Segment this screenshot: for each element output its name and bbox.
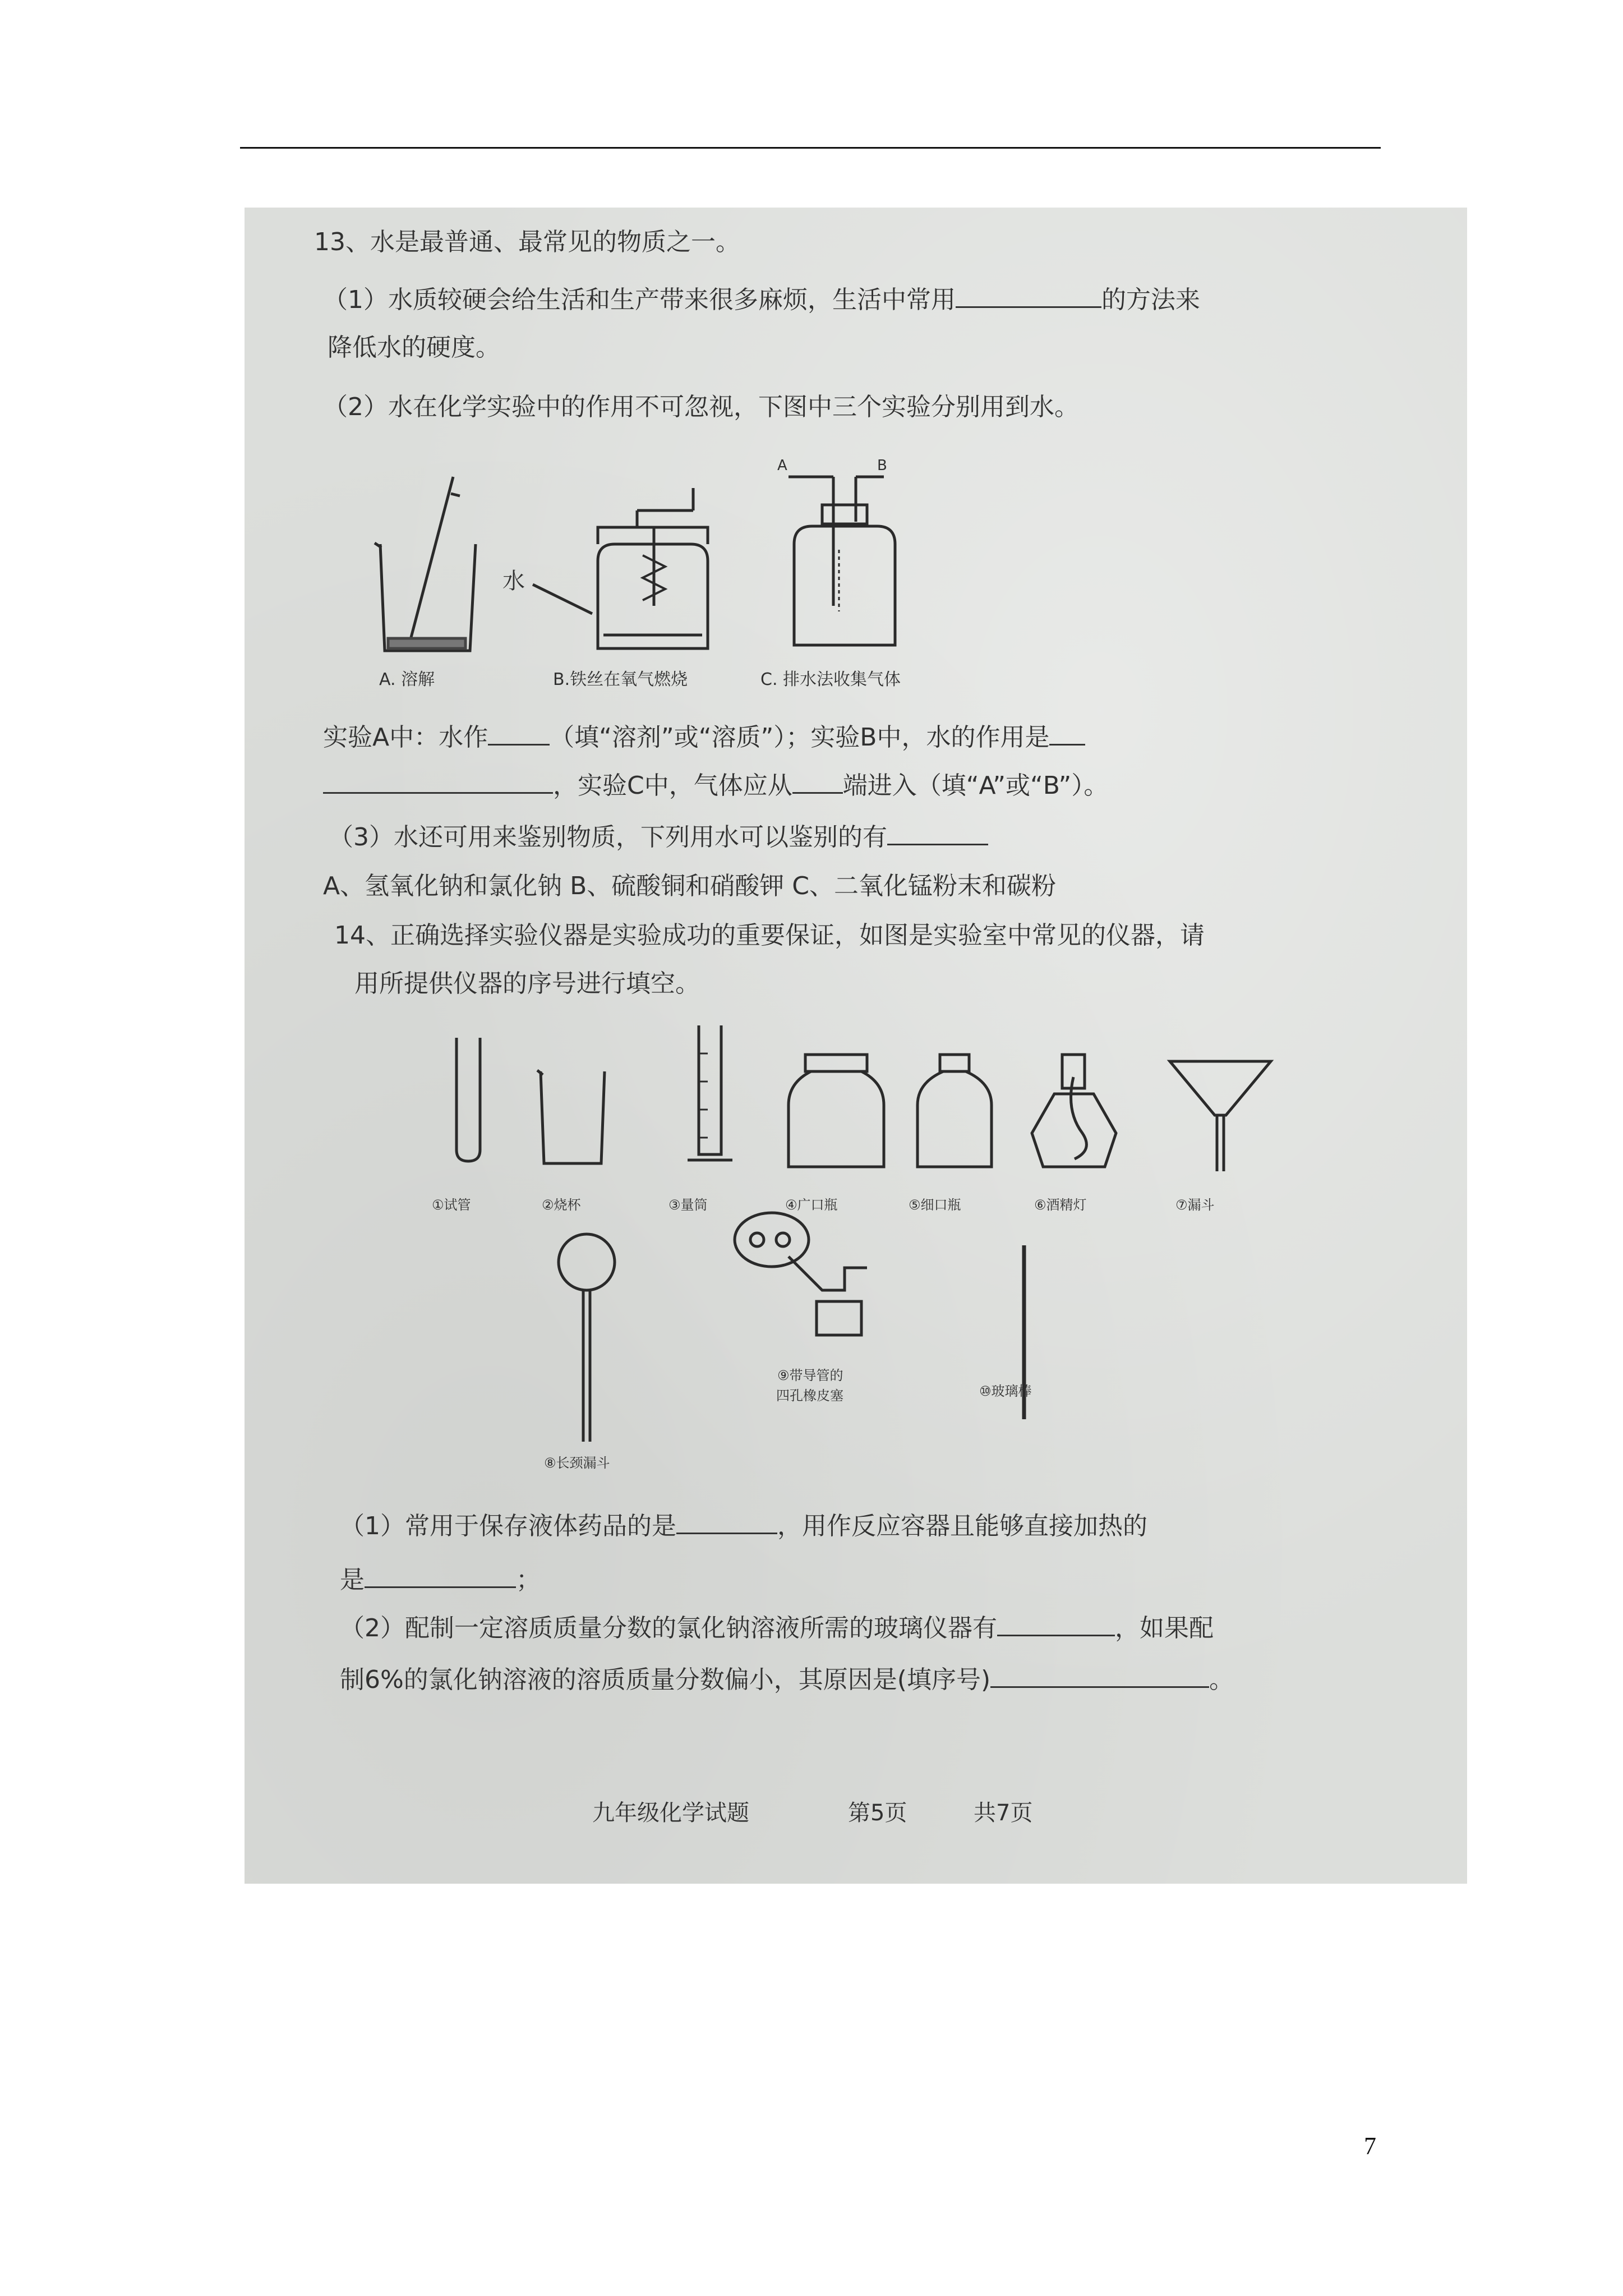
wide-mouth-bottle-figure bbox=[783, 1049, 889, 1178]
q13-experiment-line2 bbox=[323, 770, 1108, 800]
alcohol-lamp-figure bbox=[1021, 1049, 1127, 1178]
long-neck-funnel-figure bbox=[551, 1228, 624, 1447]
q13-line1-text-b: （填“溶剂”或“溶质”）；实验B中，水的作用是 bbox=[550, 723, 1050, 752]
q14-title-cont: 用所提供仪器的序号进行填空。 bbox=[354, 969, 700, 998]
label-alcohol-lamp: ⑥酒精灯 bbox=[1034, 1197, 1087, 1213]
glass-rod-figure bbox=[1007, 1240, 1041, 1430]
q14-part2-text-c: 制6%的氯化钠溶液的溶质质量分数偏小，其原因是(填序号) bbox=[340, 1665, 991, 1694]
q14-part1-text-c: 是 bbox=[340, 1566, 365, 1594]
q14-part1-text-d: ； bbox=[516, 1566, 541, 1594]
q13-blank-softening[interactable] bbox=[956, 284, 1101, 308]
fig-label-water: 水 bbox=[502, 568, 525, 594]
q13-line1-text-a: 实验A中：水作 bbox=[323, 723, 488, 752]
q13-line2-text-a: ，实验C中，气体应从 bbox=[553, 771, 792, 800]
q14-part1-line bbox=[340, 1510, 1147, 1541]
fig-port-b: B bbox=[877, 457, 887, 474]
label-beaker: ②烧杯 bbox=[542, 1197, 581, 1213]
beaker-stirring-figure bbox=[369, 471, 492, 656]
q14-blank-liquid-storage[interactable] bbox=[676, 1510, 777, 1534]
q13-blank-solvent[interactable] bbox=[488, 721, 550, 746]
q13-part1-text-c: 降低水的硬度。 bbox=[328, 333, 500, 362]
q14-part2-text-b: ，如果配 bbox=[1115, 1614, 1214, 1642]
q13-blank-water-role[interactable] bbox=[1049, 721, 1085, 746]
q13-title: 13、水是最普通、最常见的物质之一。 bbox=[314, 228, 740, 256]
q14-part1-text-a: （1）常用于保存液体药品的是 bbox=[340, 1512, 676, 1540]
footer-page: 第5页 bbox=[848, 1800, 907, 1826]
q14-part2-text-a: （2）配制一定溶质质量分数的氯化钠溶液所需的玻璃仪器有 bbox=[340, 1614, 997, 1642]
q13-part3-line bbox=[329, 821, 988, 852]
measuring-cylinder-figure bbox=[682, 1020, 738, 1177]
q13-part1-line bbox=[323, 284, 1200, 315]
rubber-stopper-with-tube-figure bbox=[727, 1206, 895, 1386]
label-narrow-mouth-bottle: ⑤细口瓶 bbox=[909, 1197, 961, 1213]
q13-part3-text: （3）水还可用来鉴别物质，下列用水可以鉴别的有 bbox=[329, 823, 887, 852]
water-pointer-line bbox=[531, 573, 598, 618]
q13-blank-gas-port[interactable] bbox=[792, 770, 843, 794]
q13-part1-text-a: （1）水质较硬会给生活和生产带来很多麻烦，生活中常用 bbox=[323, 286, 956, 314]
q14-blank-reason[interactable] bbox=[990, 1664, 1209, 1688]
label-stopper-line1: ⑨带导管的 bbox=[777, 1368, 843, 1383]
fig-port-a: A bbox=[777, 457, 787, 474]
caption-b-iron-burning: B.铁丝在氧气燃烧 bbox=[553, 670, 688, 689]
footer-total: 共7页 bbox=[974, 1800, 1033, 1826]
q14-part2-line2 bbox=[340, 1664, 1234, 1695]
label-funnel: ⑦漏斗 bbox=[1175, 1197, 1215, 1213]
caption-a-dissolving: A. 溶解 bbox=[379, 670, 435, 689]
q13-blank-water-role-cont[interactable] bbox=[323, 770, 553, 794]
footer-subject: 九年级化学试题 bbox=[592, 1800, 749, 1826]
label-test-tube: ①试管 bbox=[432, 1197, 471, 1213]
q13-options: A、氢氧化钠和氯化钠 B、硫酸铜和硝酸钾 C、二氧化锰粉末和碳粉 bbox=[323, 872, 1056, 900]
label-measuring-cylinder: ③量筒 bbox=[668, 1197, 708, 1213]
label-glass-rod: ⑩玻璃棒 bbox=[979, 1383, 1032, 1399]
caption-c-gas-collection: C. 排水法收集气体 bbox=[760, 670, 901, 689]
q14-part1-text-b: ，用作反应容器且能够直接加热的 bbox=[777, 1512, 1147, 1540]
scanned-exam-page bbox=[245, 208, 1467, 1884]
page-number: 7 bbox=[1364, 2132, 1376, 2160]
narrow-mouth-bottle-figure bbox=[910, 1049, 999, 1178]
q14-blank-direct-heating[interactable] bbox=[365, 1564, 516, 1588]
q14-title: 14、正确选择实验仪器是实验成功的重要保证，如图是实验室中常见的仪器，请 bbox=[334, 921, 1205, 950]
q13-line2-text-b: 端进入（填“A”或“B”）。 bbox=[842, 771, 1109, 800]
q14-part1-line2 bbox=[340, 1564, 541, 1595]
q13-experiment-line1 bbox=[323, 721, 1085, 752]
gas-collection-bottle-figure bbox=[772, 460, 906, 656]
q14-part2-text-d: 。 bbox=[1209, 1665, 1234, 1694]
label-long-neck-funnel: ⑧长颈漏斗 bbox=[544, 1455, 610, 1471]
q13-part1-text-b: 的方法来 bbox=[1101, 286, 1200, 314]
q13-blank-identify[interactable] bbox=[887, 821, 988, 845]
q14-blank-glassware[interactable] bbox=[997, 1612, 1115, 1636]
label-stopper-line2: 四孔橡皮塞 bbox=[776, 1388, 843, 1404]
q13-part2-text: （2）水在化学实验中的作用不可忽视，下图中三个实验分别用到水。 bbox=[323, 393, 1079, 421]
beaker-figure bbox=[536, 1066, 609, 1172]
header-rule bbox=[240, 147, 1381, 149]
q14-part2-line bbox=[340, 1612, 1214, 1643]
funnel-figure bbox=[1164, 1053, 1276, 1182]
iron-burning-bottle-figure bbox=[581, 471, 727, 656]
test-tube-figure bbox=[449, 1032, 488, 1167]
label-wide-mouth-bottle: ④广口瓶 bbox=[785, 1197, 838, 1213]
